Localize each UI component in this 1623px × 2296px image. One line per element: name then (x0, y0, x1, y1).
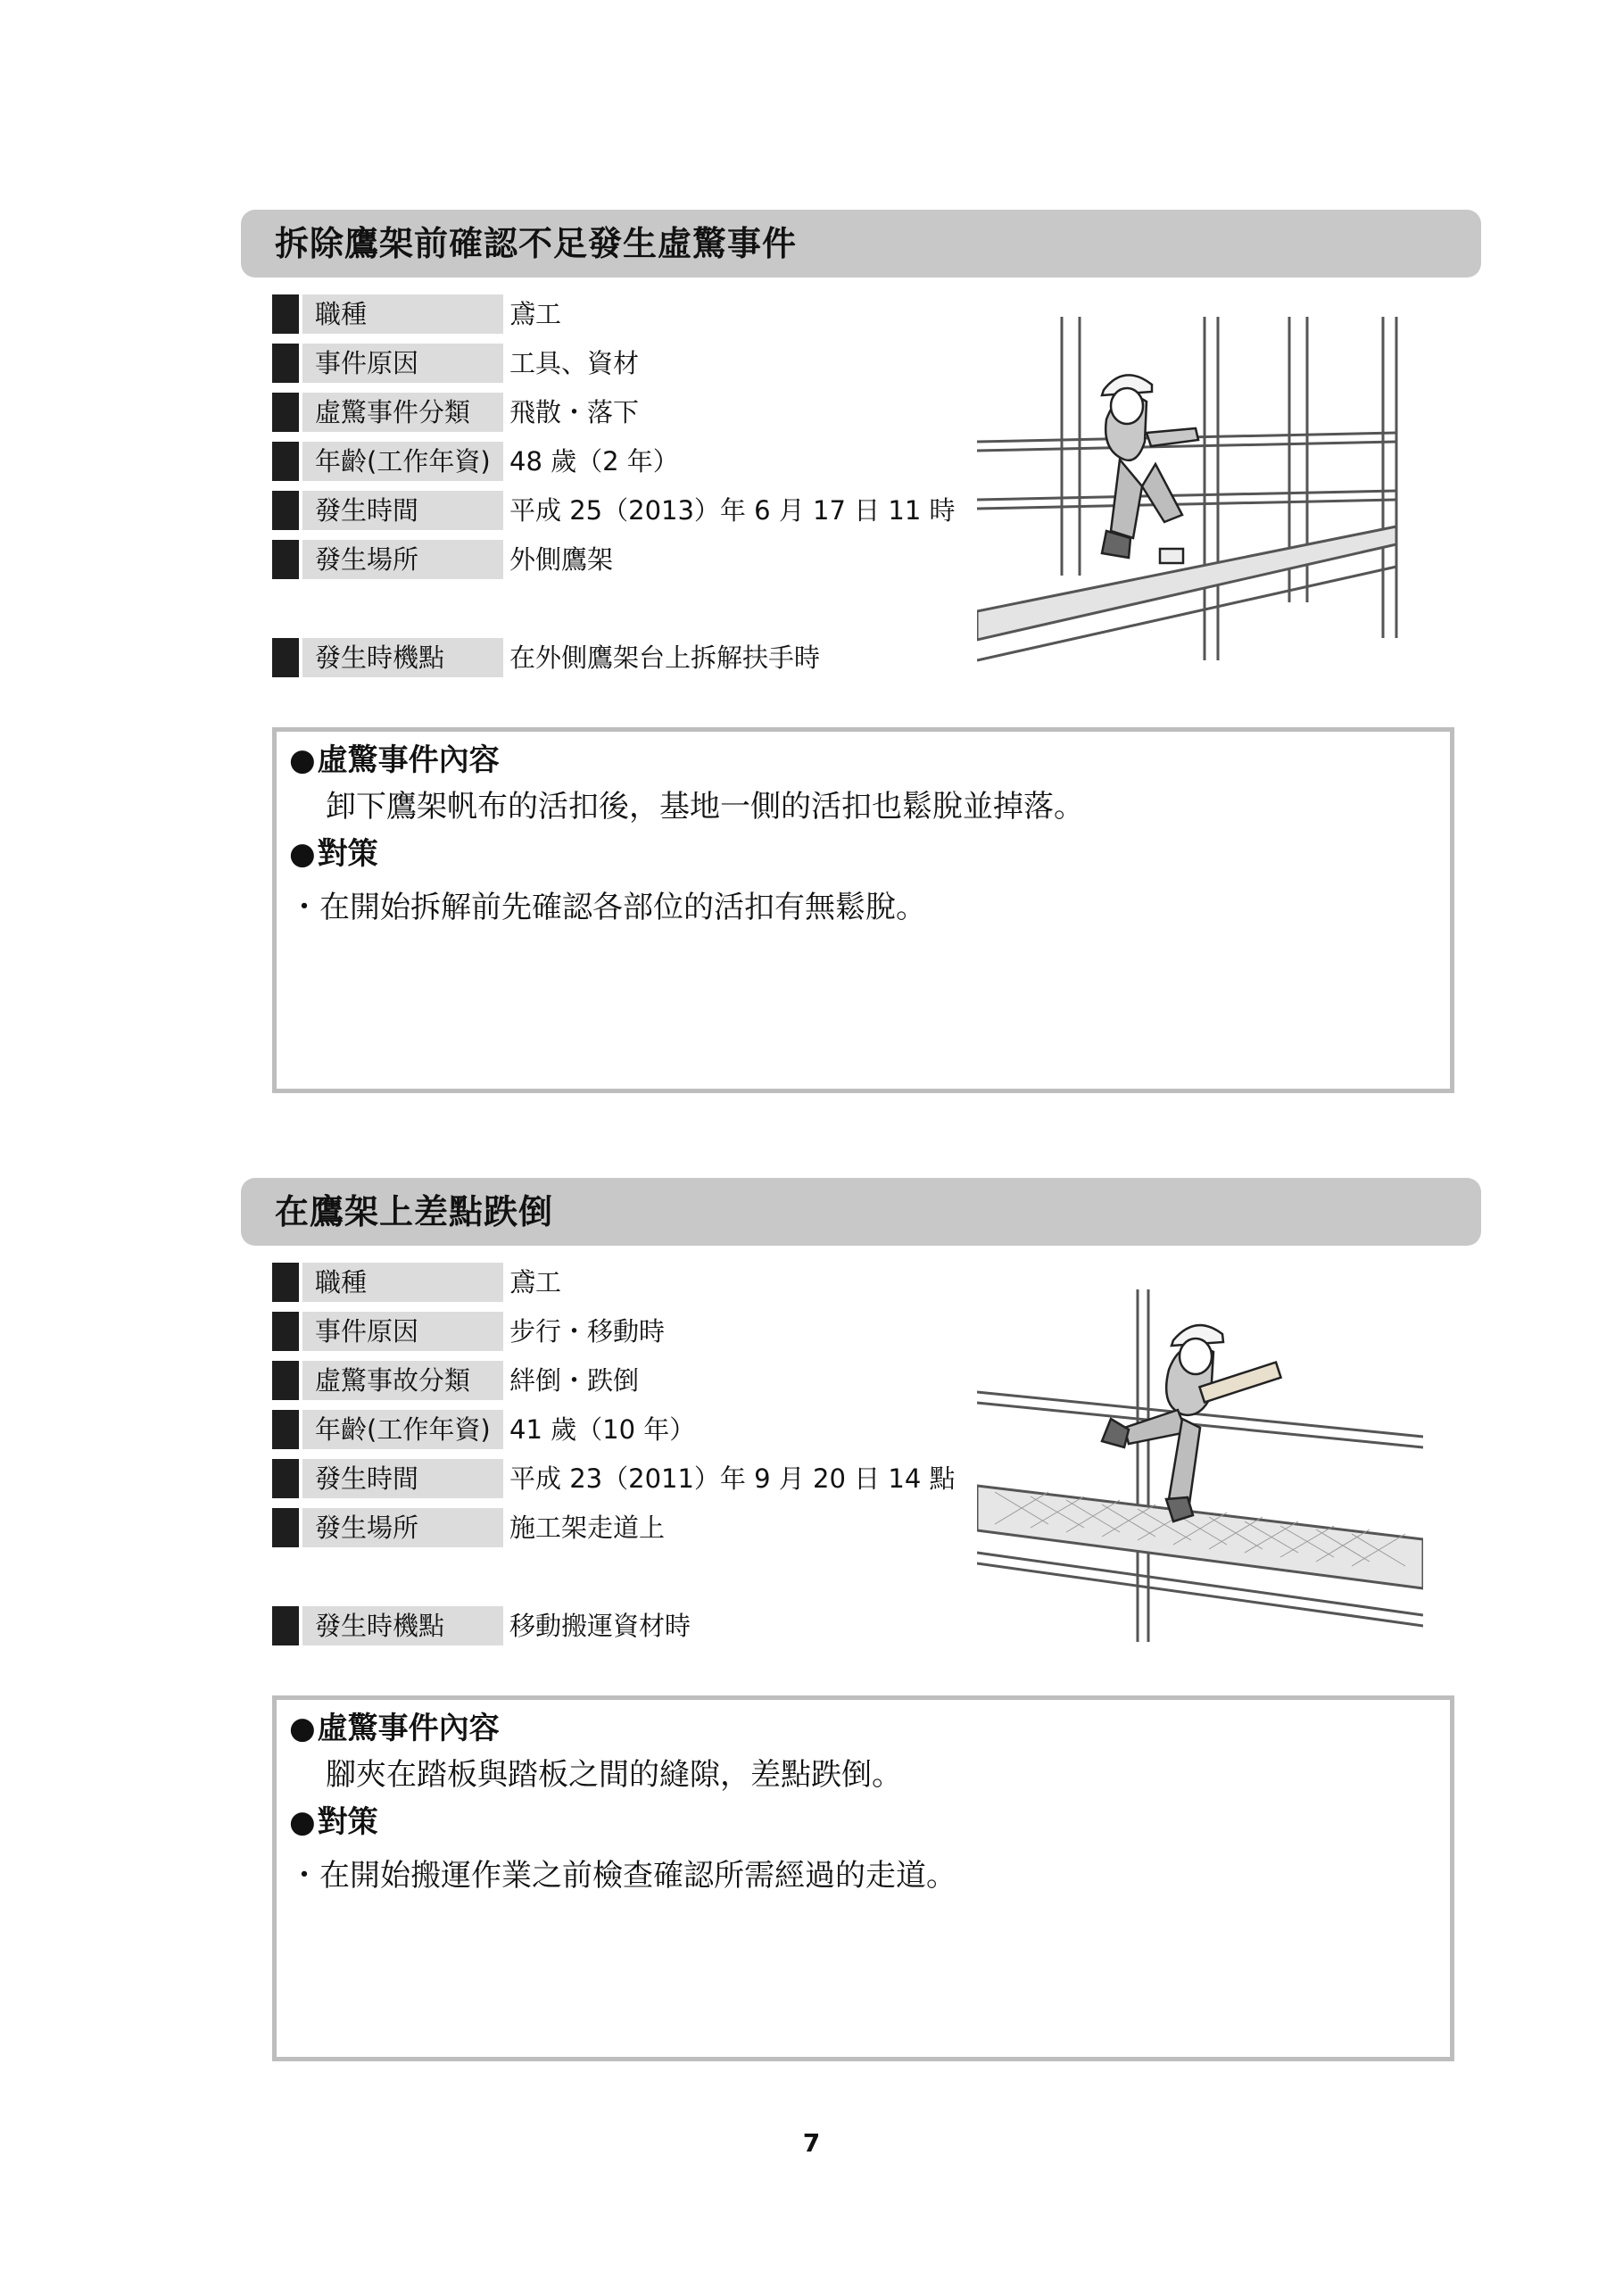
row-marker (272, 442, 299, 481)
row-label: 職種 (302, 294, 503, 334)
incident-heading (289, 1709, 500, 1748)
row-value: 41 歲（10 年） (509, 1414, 696, 1445)
row-label: 發生時機點 (302, 638, 503, 677)
row-label: 發生時間 (302, 1459, 503, 1498)
info-row-category (272, 393, 968, 432)
row-marker (272, 491, 299, 530)
row-label: 虛驚事故分類 (302, 1361, 503, 1400)
row-marker (272, 1508, 299, 1547)
row-value: 移動搬運資材時 (509, 1611, 691, 1641)
measure-heading-text: 對策 (317, 1804, 378, 1840)
bullet-icon: ● (289, 836, 316, 872)
info-row-category (272, 1361, 968, 1400)
row-value: 施工架走道上 (509, 1513, 666, 1543)
measure-heading (289, 834, 378, 874)
bullet-icon: ● (289, 1711, 316, 1746)
row-marker (272, 344, 299, 383)
row-value: 在外側鷹架台上拆解扶手時 (509, 642, 821, 673)
row-value: 平成 23（2011）年 9 月 20 日 14 點 (509, 1463, 956, 1494)
info-row-cause (272, 344, 968, 383)
row-marker (272, 393, 299, 432)
row-marker (272, 294, 299, 334)
incident-text: 腳夾在踏板與踏板之間的縫隙，差點跌倒。 (326, 1757, 902, 1793)
measure-heading (289, 1803, 378, 1842)
content-box (272, 1695, 1454, 2061)
measure-heading-text: 對策 (317, 836, 378, 872)
info-row-time (272, 1459, 968, 1498)
walkway-worker-illustration (977, 1285, 1423, 1660)
measure-text: ・在開始拆解前先確認各部位的活扣有無鬆脫。 (289, 890, 926, 925)
row-label: 事件原因 (302, 344, 503, 383)
incident-heading (289, 741, 500, 780)
info-row-place (272, 540, 968, 579)
info-row-age (272, 1410, 968, 1449)
row-value: 鳶工 (509, 1267, 562, 1297)
row-value: 絆倒・跌倒 (509, 1365, 640, 1396)
info-row-timing (272, 638, 968, 677)
info-row-age (272, 442, 968, 481)
row-marker (272, 540, 299, 579)
incident-text: 卸下鷹架帆布的活扣後，基地一側的活扣也鬆脫並掉落。 (326, 789, 1084, 825)
row-marker (272, 638, 299, 677)
scaffold-worker-illustration (977, 308, 1423, 683)
row-label: 職種 (302, 1263, 503, 1302)
row-marker (272, 1312, 299, 1351)
measure-text: ・在開始搬運作業之前檢查確認所需經過的走道。 (289, 1858, 956, 1894)
bullet-icon: ● (289, 742, 316, 778)
row-label: 發生時機點 (302, 1606, 503, 1645)
info-row-place (272, 1508, 968, 1547)
row-value: 鳶工 (509, 299, 562, 329)
row-marker (272, 1459, 299, 1498)
content-box (272, 727, 1454, 1093)
row-value: 48 歲（2 年） (509, 446, 679, 477)
row-label: 年齡(工作年資) (302, 1410, 503, 1449)
row-label: 事件原因 (302, 1312, 503, 1351)
row-label: 發生時間 (302, 491, 503, 530)
info-row-occupation (272, 294, 968, 334)
row-label: 年齡(工作年資) (302, 442, 503, 481)
row-marker (272, 1606, 299, 1645)
case-title: 在鷹架上差點跌倒 (275, 1192, 554, 1231)
page-number: 7 (802, 2128, 821, 2158)
row-value: 飛散・落下 (509, 397, 640, 427)
info-row-time (272, 491, 968, 530)
info-row-occupation (272, 1263, 968, 1302)
row-marker (272, 1410, 299, 1449)
row-value: 外側鷹架 (509, 544, 614, 575)
case-title-bar (241, 210, 1481, 278)
case-title-bar (241, 1178, 1481, 1246)
row-label: 發生場所 (302, 540, 503, 579)
info-row-timing (272, 1606, 968, 1645)
row-value: 平成 25（2013）年 6 月 17 日 11 時 (509, 495, 956, 526)
row-value: 工具、資材 (509, 348, 640, 378)
row-marker (272, 1263, 299, 1302)
bullet-icon: ● (289, 1804, 316, 1840)
row-label: 發生場所 (302, 1508, 503, 1547)
row-value: 步行・移動時 (509, 1316, 666, 1347)
row-marker (272, 1361, 299, 1400)
case-title: 拆除鷹架前確認不足發生虛驚事件 (275, 224, 798, 263)
info-row-cause (272, 1312, 968, 1351)
incident-heading-text: 虛驚事件內容 (317, 1711, 500, 1746)
incident-heading-text: 虛驚事件內容 (317, 742, 500, 778)
row-label: 虛驚事件分類 (302, 393, 503, 432)
